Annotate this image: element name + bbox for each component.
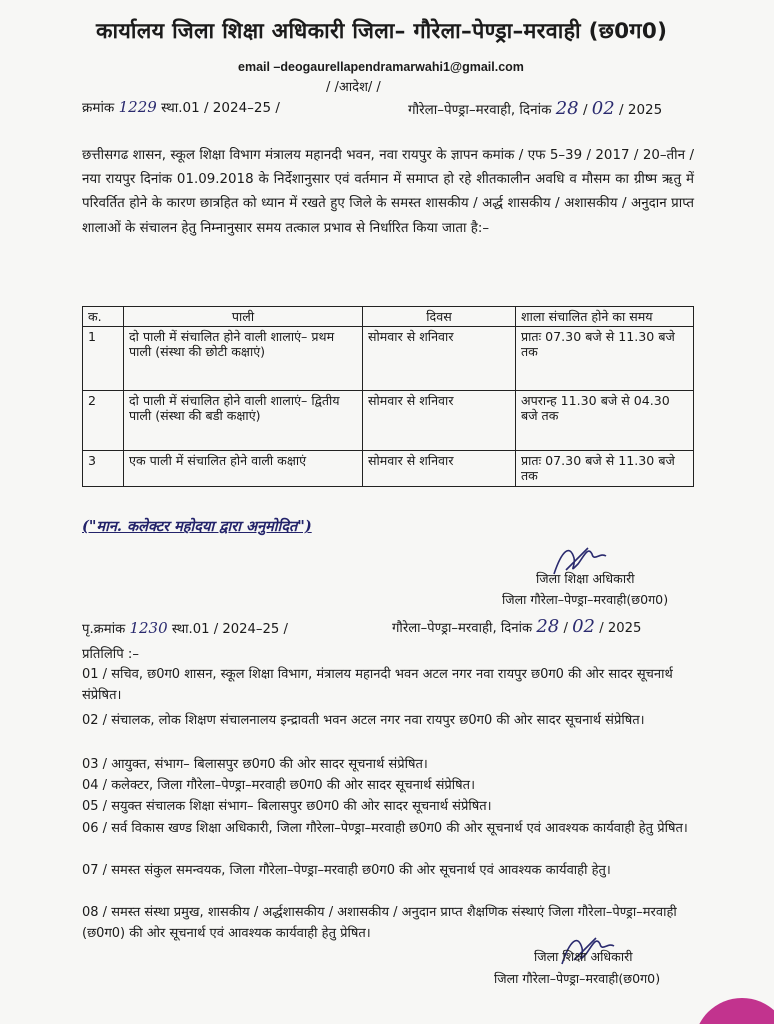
row-shift: दो पाली में संचालित होने वाली शालाएं– द्वितीय पाली (संस्था की बडी कक्षाएं) bbox=[124, 391, 363, 451]
list-item-number: 05 / bbox=[82, 799, 108, 814]
table-row bbox=[83, 391, 694, 451]
list-item bbox=[82, 818, 702, 839]
header-serial: क. bbox=[83, 307, 124, 327]
list-item-text: सचिव, छ0ग0 शासन, स्कूल शिक्षा विभाग, मंत्रालय महानदी भवन अटल नगर नवा रायपुर छ0ग0 की ओर सादर सूचनार्थ संप्रेषित। bbox=[82, 667, 673, 703]
reference-suffix: स्था.01 / 2024–25 / bbox=[161, 100, 280, 116]
row-days: सोमवार से शनिवार bbox=[363, 327, 516, 391]
header-time: शाला संचालित होने का समय bbox=[516, 307, 694, 327]
row-serial: 3 bbox=[83, 451, 124, 487]
row-time: प्रातः 07.30 बजे से 11.30 बजे तक bbox=[516, 327, 694, 391]
table-header-row bbox=[83, 307, 694, 327]
list-item-text: सर्व विकास खण्ड शिक्षा अधिकारी, जिला गौरेला–पेण्ड्रा–मरवाही छ0ग0 की ओर सूचनार्थ एवं आवश्यक कार्यवाही हेतु प्रेषित। bbox=[111, 821, 688, 836]
row-time: प्रातः 07.30 बजे से 11.30 बजे तक bbox=[516, 451, 694, 487]
endorsement-number bbox=[82, 619, 288, 637]
schedule-table bbox=[82, 306, 694, 487]
list-item-text: कलेक्टर, जिला गौरेला–पेण्ड्रा–मरवाही छ0ग0 की ओर सादर सूचनार्थ संप्रेषित। bbox=[111, 778, 476, 793]
list-item bbox=[82, 710, 702, 731]
row-shift: दो पाली में संचालित होने वाली शालाएं– प्रथम पाली (संस्था की छोटी कक्षाएं) bbox=[124, 327, 363, 391]
list-item-text: संचालक, लोक शिक्षण संचालनालय इन्द्रावती भवन अटल नगर नवा रायपुर छ0ग0 की ओर सादर सूचनार्थ संप्रेषित। bbox=[111, 713, 645, 728]
list-item-number: 04 / bbox=[82, 778, 108, 793]
row-serial: 2 bbox=[83, 391, 124, 451]
row-shift: एक पाली में संचालित होने वाली कक्षाएं bbox=[124, 451, 363, 487]
reference-prefix: क्रमांक bbox=[82, 100, 115, 116]
endorsement-prefix: पृ.क्रमांक bbox=[82, 622, 126, 637]
list-item-text: समस्त संकुल समन्वयक, जिला गौरेला–पेण्ड्रा–मरवाही छ0ग0 की ओर सूचनार्थ एवं आवश्यक कार्यवाही हेतु। bbox=[111, 863, 611, 878]
list-item-text: आयुक्त, संभाग– बिलासपुर छ0ग0 की ओर सादर सूचनार्थ संप्रेषित। bbox=[111, 757, 428, 772]
list-item-number: 02 / bbox=[82, 713, 108, 728]
endorsement-suffix: स्था.01 / 2024–25 / bbox=[171, 622, 288, 637]
endorsement-day: 28 bbox=[536, 616, 560, 637]
list-item bbox=[82, 796, 702, 817]
list-item-number: 08 / bbox=[82, 905, 108, 920]
list-item bbox=[82, 754, 702, 775]
endorsement-month: 02 bbox=[572, 616, 595, 637]
handwritten-endorsement-number: 1230 bbox=[129, 619, 168, 637]
header-shift: पाली bbox=[124, 307, 363, 327]
office-email: email –deogaurellapendramarwahi1@gmail.com bbox=[238, 60, 524, 74]
list-item-text: समस्त संस्था प्रमुख, शासकीय / अर्द्धशासकीय / अशासकीय / अनुदान प्राप्त शैक्षणिक संस्थाएं जिला गौरेला–पेण्ड्रा–मरवाही (छ0ग0) की ओर सूचनार्थ एवं आवश्यक कार्यवाही हेतु प्रेषित। bbox=[82, 905, 677, 941]
row-days: सोमवार से शनिवार bbox=[363, 451, 516, 487]
row-time: अपरान्ह 11.30 बजे से 04.30 बजे तक bbox=[516, 391, 694, 451]
signature-2-designation: जिला शिक्षा अधिकारी bbox=[534, 949, 633, 964]
row-serial: 1 bbox=[83, 327, 124, 391]
list-item bbox=[82, 664, 702, 706]
date-day: 28 bbox=[555, 98, 579, 119]
signature-1-district: जिला गौरेला–पेण्ड्रा–मरवाही(छ0ग0) bbox=[502, 592, 669, 607]
list-item bbox=[82, 860, 702, 881]
list-item-number: 01 / bbox=[82, 667, 108, 682]
table-row bbox=[83, 327, 694, 391]
list-item-number: 06 / bbox=[82, 821, 108, 836]
order-heading: / /आदेश/ / bbox=[326, 80, 381, 95]
place-date-label: गौरेला–पेण्ड्रा–मरवाही, दिनांक bbox=[408, 102, 552, 118]
collector-approval-note: ("मान. कलेक्टर महोदया द्वारा अनुमोदित") bbox=[82, 518, 312, 535]
row-days: सोमवार से शनिवार bbox=[363, 391, 516, 451]
copy-to-label: प्रतिलिपि :– bbox=[82, 647, 139, 662]
body-paragraph: छत्तीसगढ शासन, स्कूल शिक्षा विभाग मंत्रालय महानदी भवन, नवा रायपुर के ज्ञापन कमांक / एफ 5–39 / 2017 / 20–तीन / नया रायपुर दिनांक 01.09.2018 के निर्देशानुसार एवं वर्तमान में समाप्त हो रहे शीतकालीन अवधि व मौसम का ग्रीष्म ऋतु में परिवर्तित होने के कारण छात्रहित को ध्यान में रखते हुए जिले के समस्त शासकीय / अर्द्ध शासकीय / अशासकीय / अनुदान प्राप्त शालाओं के संचालन हेतु निम्नानुसार समय तत्काल प्रभाव से निर्धारित किया जाता है:– bbox=[82, 148, 694, 236]
list-item-text: सयुक्त संचालक शिक्षा संभाग– बिलासपुर छ0ग0 की ओर सादर सूचनार्थ संप्रेषित। bbox=[111, 799, 492, 814]
list-item-number: 07 / bbox=[82, 863, 108, 878]
endorsement-year: 2025 bbox=[607, 621, 642, 636]
endorsement-place-date-label: गौरेला–पेण्ड्रा–मरवाही, दिनांक bbox=[392, 621, 533, 636]
corner-badge-decoration bbox=[682, 994, 774, 1024]
office-title: कार्यालय जिला शिक्षा अधिकारी जिला– गौरेला–पेण्ड्रा–मरवाही (छ0ग0) bbox=[96, 19, 668, 44]
date-year: 2025 bbox=[627, 102, 663, 118]
reference-number bbox=[82, 98, 280, 116]
table-row bbox=[83, 451, 694, 487]
date-month: 02 bbox=[591, 98, 615, 119]
signature-2-district: जिला गौरेला–पेण्ड्रा–मरवाही(छ0ग0) bbox=[494, 971, 661, 986]
header-days: दिवस bbox=[363, 307, 516, 327]
reference-date: गौरेला–पेण्ड्रा–मरवाही, दिनांक 28 / 02 / 2025 bbox=[408, 98, 663, 119]
list-item bbox=[82, 775, 702, 796]
signature-1-designation: जिला शिक्षा अधिकारी bbox=[536, 571, 635, 586]
handwritten-number: 1229 bbox=[118, 98, 157, 116]
endorsement-date: गौरेला–पेण्ड्रा–मरवाही, दिनांक 28 / 02 / 2025 bbox=[392, 616, 642, 637]
list-item-number: 03 / bbox=[82, 757, 108, 772]
